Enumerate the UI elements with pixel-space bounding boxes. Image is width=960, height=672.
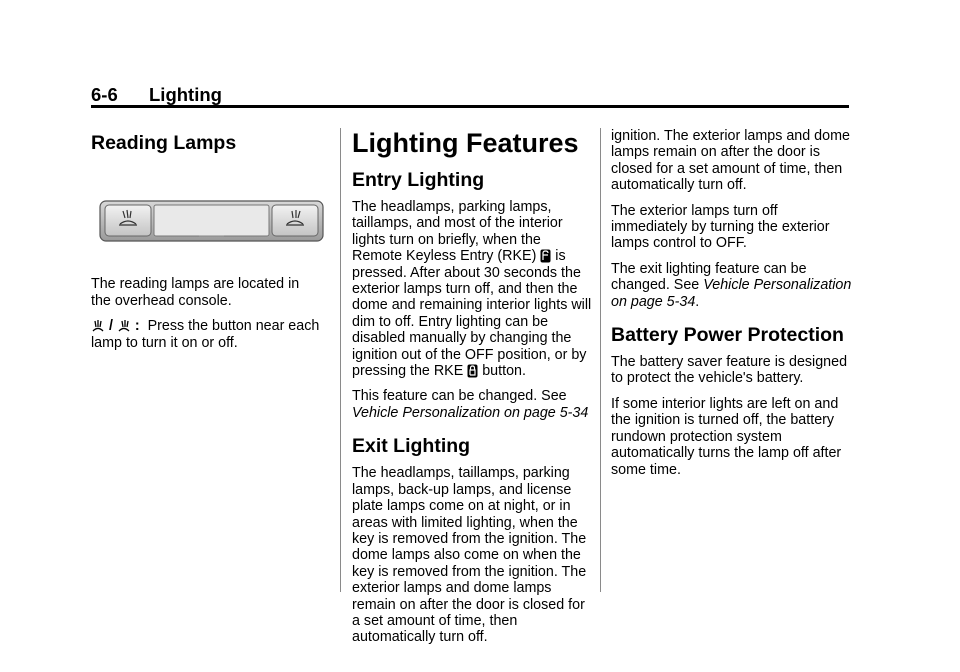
battery-rundown-text: If some interior lights are left on and the ignition is turned off, the battery rundown protection system automatically turns the lamp off after some time.	[611, 395, 842, 478]
chapter-title: Lighting	[149, 84, 222, 105]
reading-lamps-location-text: The reading lamps are located in the overhead console.	[91, 276, 300, 309]
entry-lighting-reference	[352, 388, 592, 421]
exit-lighting-text: The headlamps, taillamps, parking lamps, back-up lamps, and license plate lamps come on at night, or in areas with limited lighting, when the key is removed from the ignition. The dome lamps also come on when the key is removed from the ignition. The exterior lamps and dome lamps remain on after the door is closed for a set amount of time, then automatically turn off.	[352, 465, 587, 646]
usage-colon: :	[134, 318, 140, 335]
page-header	[91, 84, 222, 106]
entry-lighting-heading: Entry Lighting	[352, 169, 485, 191]
reading-lamps-usage-text	[91, 318, 323, 351]
reading-lamps-heading: Reading Lamps	[91, 132, 237, 154]
rke-lock-icon	[467, 364, 478, 378]
overhead-console-image	[99, 200, 323, 246]
entry-lighting-text-part1: The headlamps, parking lamps, taillamps, and most of the interior lights turn on briefly, when the Remote Keyless Entry (RKE)	[352, 199, 563, 265]
exit-lighting-continuation: ignition. The exterior lamps and dome lamps remain on after the door is closed for a set amount of time, then automatically turn off.	[611, 128, 850, 194]
exit-reference-lead: The exit lighting feature can be changed. See	[611, 260, 807, 294]
column-reading-lamps	[91, 128, 323, 360]
exit-lamps-off-text: The exterior lamps turn off immediately by turning the exterior lamps control to OFF.	[611, 202, 830, 252]
battery-saver-text: The battery saver feature is designed to protect the vehicle's battery.	[611, 354, 848, 387]
column-divider-2	[600, 128, 601, 592]
reading-lamps-usage-body: Press the button near each lamp to turn it on or off.	[91, 318, 320, 351]
exit-lighting-reference	[611, 261, 856, 310]
reading-lamp-right-icon	[117, 319, 131, 333]
page-number: 6-6	[91, 84, 118, 105]
entry-reference-lead: This feature can be changed. See	[352, 388, 567, 405]
exit-reference-end: .	[695, 293, 700, 310]
entry-lighting-text-part2: is pressed. After about 30 seconds the exterior lamps turn off, and then the dome and remaining interior lights will dim to off. Entry lighting can be disabled manually by changing the ignition out of the OFF position, or by pressing the RKE	[352, 248, 592, 380]
header-rule	[91, 105, 849, 108]
icon-separator: /	[105, 318, 117, 335]
entry-reference-link[interactable]: Vehicle Personalization on page 5-34	[352, 404, 589, 421]
lighting-features-heading: Lighting Features	[352, 128, 579, 158]
entry-lighting-text	[352, 199, 592, 379]
column-lighting-features	[352, 128, 592, 646]
reading-lamp-left-icon	[91, 319, 105, 333]
rke-unlock-icon	[540, 249, 551, 263]
column-divider	[340, 128, 341, 592]
exit-reference-link[interactable]: Vehicle Personalization on page 5-34	[611, 277, 852, 310]
exit-lighting-heading: Exit Lighting	[352, 435, 471, 458]
entry-lighting-text-part3: button.	[482, 363, 526, 380]
battery-protection-heading: Battery Power Protection	[611, 324, 844, 347]
column-battery	[611, 128, 856, 487]
